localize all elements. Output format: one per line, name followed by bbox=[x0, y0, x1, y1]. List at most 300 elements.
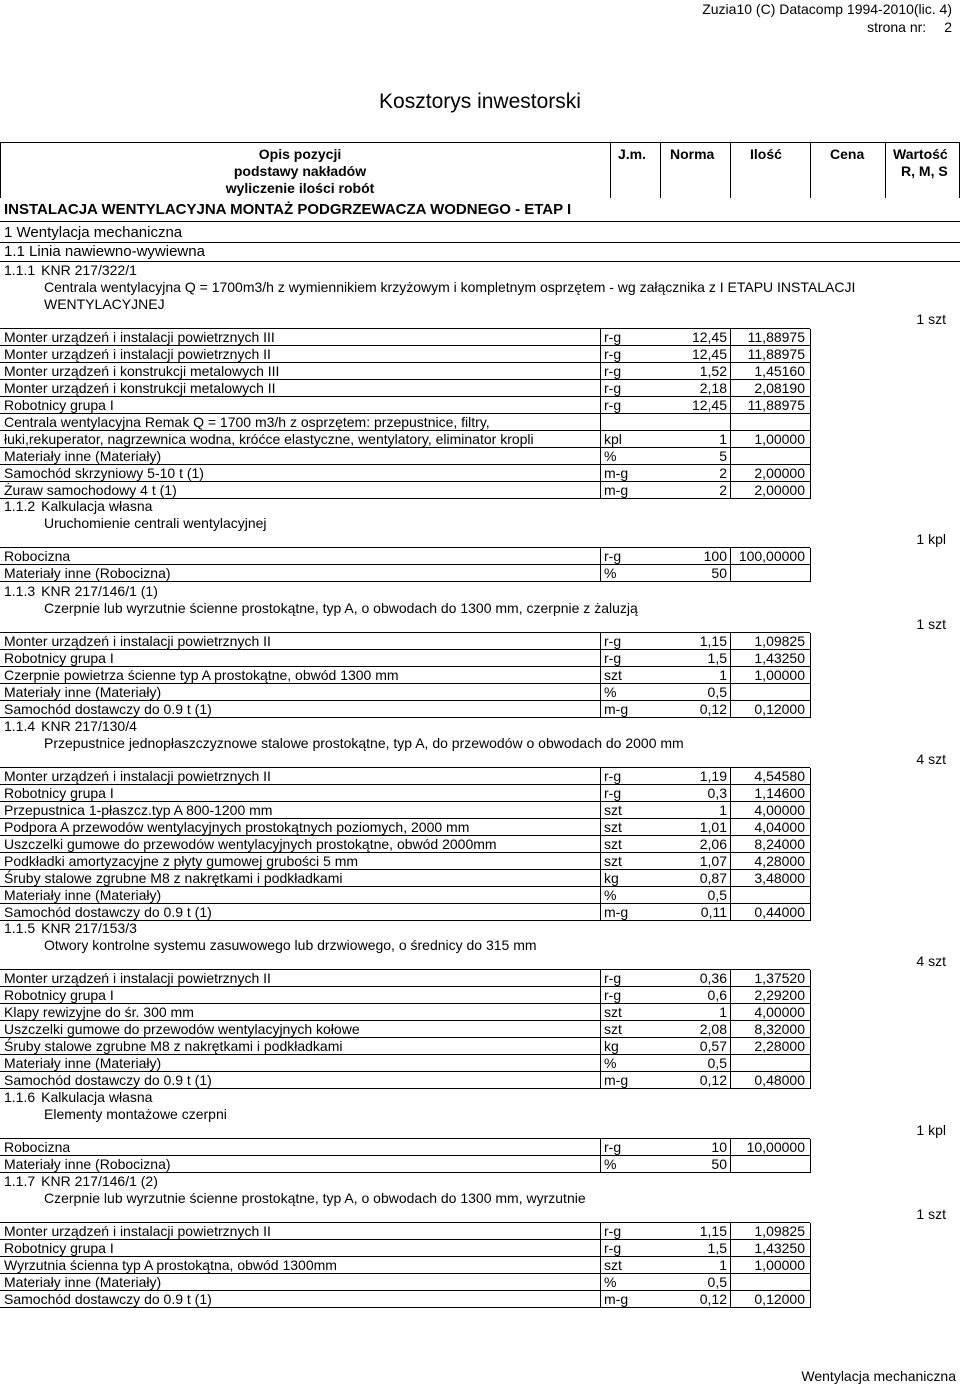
row-norm: 0,5 bbox=[707, 1055, 727, 1071]
cell-divider bbox=[600, 1274, 601, 1291]
row-amount: 1,45160 bbox=[754, 363, 805, 379]
row-name: Klapy rewizyjne do śr. 300 mm bbox=[4, 1004, 194, 1020]
row-unit: szt bbox=[604, 819, 622, 835]
row-name: Przepustnica 1-płaszcz.typ A 800-1200 mm bbox=[4, 802, 273, 818]
position-number-line bbox=[4, 1089, 152, 1106]
cell-divider bbox=[600, 853, 601, 870]
cell-divider bbox=[730, 1274, 731, 1291]
cell-divider bbox=[810, 380, 811, 397]
page-header bbox=[702, 0, 952, 36]
row-name: Monter urządzeń i instalacji powietrznych II bbox=[4, 768, 271, 784]
row-unit: m-g bbox=[604, 904, 629, 920]
row-amount: 1,09825 bbox=[754, 1223, 805, 1239]
cell-divider bbox=[810, 970, 811, 987]
row-name: Podpora A przewodów wentylacyjnych prostokątnych poziomych, 2000 mm bbox=[4, 819, 470, 835]
position-number: 1.1.1 bbox=[4, 262, 36, 278]
row-name: Monter urządzeń i konstrukcji metalowych II bbox=[4, 380, 276, 396]
col-divider bbox=[810, 142, 811, 198]
cell-divider bbox=[730, 701, 731, 718]
position-quantity: 1 szt bbox=[916, 311, 946, 327]
row-name: Robocizna bbox=[4, 1139, 71, 1155]
table-row bbox=[0, 1038, 960, 1055]
cell-divider bbox=[730, 1257, 731, 1274]
row-unit: % bbox=[604, 1274, 617, 1290]
cell-divider bbox=[810, 802, 811, 819]
cell-divider bbox=[730, 633, 731, 650]
cell-divider bbox=[600, 802, 601, 819]
cell-divider bbox=[600, 836, 601, 853]
position-number-line bbox=[4, 1173, 158, 1190]
table-row bbox=[0, 548, 960, 565]
cell-divider bbox=[600, 329, 601, 346]
cell-divider bbox=[730, 836, 731, 853]
cell-divider bbox=[730, 970, 731, 987]
col-opis bbox=[170, 146, 430, 197]
row-norm: 2,18 bbox=[699, 380, 727, 396]
position-header bbox=[4, 583, 638, 616]
position-code: KNR 217/146/1 (1) bbox=[41, 583, 158, 599]
row-norm: 50 bbox=[711, 1156, 727, 1172]
col-wartosc-line1: Wartość bbox=[893, 146, 948, 162]
table-row bbox=[0, 431, 960, 448]
table-row bbox=[0, 701, 960, 718]
row-norm: 2,06 bbox=[699, 836, 727, 852]
row-unit: m-g bbox=[604, 1291, 629, 1307]
row-unit: szt bbox=[604, 853, 622, 869]
row-name: Śruby stalowe zgrubne M8 z nakrętkami i podkładkami bbox=[4, 1038, 343, 1054]
cell-divider bbox=[810, 768, 811, 785]
row-norm: 1,15 bbox=[699, 1223, 727, 1239]
table-row bbox=[0, 667, 960, 684]
cell-divider bbox=[810, 397, 811, 414]
cell-divider bbox=[730, 684, 731, 701]
position-number: 1.1.7 bbox=[4, 1173, 36, 1189]
row-unit: % bbox=[604, 1156, 617, 1172]
row-unit: m-g bbox=[604, 482, 629, 498]
col-opis-line3: wyliczenie ilości robót bbox=[225, 180, 375, 196]
cell-divider bbox=[730, 904, 731, 921]
row-name: Uszczelki gumowe do przewodów wentylacyjnych prostokątne, obwód 2000mm bbox=[4, 836, 497, 852]
row-name: Monter urządzeń i instalacji powietrznych II bbox=[4, 970, 271, 986]
cell-divider bbox=[730, 1291, 731, 1308]
row-name: Robotnicy grupa I bbox=[4, 987, 114, 1003]
table-row bbox=[0, 970, 960, 987]
row-amount: 0,12000 bbox=[754, 1291, 805, 1307]
cell-divider bbox=[810, 1257, 811, 1274]
position-quantity: 1 szt bbox=[916, 616, 946, 632]
cell-divider bbox=[600, 887, 601, 904]
row-norm: 0,87 bbox=[699, 870, 727, 886]
row-amount: 1,43250 bbox=[754, 650, 805, 666]
table-row bbox=[0, 414, 960, 431]
row-unit: kg bbox=[604, 870, 619, 886]
cell-divider bbox=[600, 1021, 601, 1038]
row-amount: 4,54580 bbox=[754, 768, 805, 784]
cell-divider bbox=[810, 329, 811, 346]
cell-divider bbox=[730, 431, 731, 448]
cell-divider bbox=[600, 701, 601, 718]
row-norm: 0,36 bbox=[699, 970, 727, 986]
row-name: Samochód dostawczy do 0.9 t (1) bbox=[4, 1291, 212, 1307]
row-amount: 8,32000 bbox=[754, 1021, 805, 1037]
row-name: Materiały inne (Robocizna) bbox=[4, 565, 171, 581]
table-row bbox=[0, 1021, 960, 1038]
table-row bbox=[0, 1223, 960, 1240]
section-title: INSTALACJA WENTYLACYJNA MONTAŻ PODGRZEWACZA WODNEGO - ETAP I bbox=[4, 201, 572, 218]
table-row bbox=[0, 904, 960, 921]
cell-divider bbox=[730, 1021, 731, 1038]
cell-divider bbox=[600, 397, 601, 414]
cell-divider bbox=[600, 565, 601, 582]
table-row bbox=[0, 1257, 960, 1274]
cell-divider bbox=[600, 1291, 601, 1308]
position-quantity: 1 szt bbox=[916, 1206, 946, 1222]
row-amount: 1,14600 bbox=[754, 785, 805, 801]
cell-divider bbox=[600, 448, 601, 465]
position-header bbox=[4, 1173, 586, 1206]
row-unit: szt bbox=[604, 667, 622, 683]
position-number: 1.1.3 bbox=[4, 583, 36, 599]
cell-divider bbox=[730, 329, 731, 346]
row-unit: r-g bbox=[604, 1223, 622, 1239]
cell-divider bbox=[730, 414, 731, 431]
table-row bbox=[0, 853, 960, 870]
position-code: Kalkulacja własna bbox=[41, 498, 153, 514]
table-row bbox=[0, 887, 960, 904]
position-number-line bbox=[4, 718, 137, 735]
cell-divider bbox=[730, 1004, 731, 1021]
row-norm: 0,5 bbox=[707, 684, 727, 700]
position-header bbox=[4, 1089, 227, 1122]
table-row bbox=[0, 633, 960, 650]
cell-divider bbox=[810, 363, 811, 380]
cell-divider bbox=[730, 1038, 731, 1055]
row-name: Materiały inne (Robocizna) bbox=[4, 1156, 171, 1172]
table-row bbox=[0, 397, 960, 414]
row-amount: 1,43250 bbox=[754, 1240, 805, 1256]
cell-divider bbox=[730, 1139, 731, 1156]
cell-divider bbox=[600, 1240, 601, 1257]
table-row bbox=[0, 650, 960, 667]
cell-divider bbox=[730, 887, 731, 904]
table-row bbox=[0, 802, 960, 819]
row-unit: r-g bbox=[604, 970, 622, 986]
row-amount: 4,00000 bbox=[754, 802, 805, 818]
cell-divider bbox=[730, 1223, 731, 1240]
row-norm: 1,5 bbox=[707, 650, 727, 666]
position-code: Kalkulacja własna bbox=[41, 1089, 153, 1105]
row-norm: 0,12 bbox=[699, 701, 727, 717]
row-norm: 0,6 bbox=[707, 987, 727, 1003]
row-amount: 2,29200 bbox=[754, 987, 805, 1003]
row-norm: 1,5 bbox=[707, 1240, 727, 1256]
cell-divider bbox=[810, 904, 811, 921]
position-description: Centrala wentylacyjna Q = 1700m3/h z wymiennikiem krzyżowym i kompletnym osprzętem - wg załącznika z I ETAPU INSTALACJI WENTYLACYJNEJ bbox=[44, 279, 856, 312]
cell-divider bbox=[810, 1021, 811, 1038]
row-unit: szt bbox=[604, 802, 622, 818]
cell-divider bbox=[810, 633, 811, 650]
row-unit: r-g bbox=[604, 633, 622, 649]
row-name: Monter urządzeń i instalacji powietrznych II bbox=[4, 346, 271, 362]
position-number-line bbox=[4, 583, 158, 600]
position-description: Czerpnie lub wyrzutnie ścienne prostokątne, typ A, o obwodach do 1300 mm, czerpnie z żaluzją bbox=[44, 600, 638, 616]
page-label: strona nr: bbox=[867, 19, 927, 35]
table-row bbox=[0, 448, 960, 465]
row-norm: 1,52 bbox=[699, 363, 727, 379]
row-amount: 0,44000 bbox=[754, 904, 805, 920]
table-row bbox=[0, 329, 960, 346]
cell-divider bbox=[810, 819, 811, 836]
position-code: KNR 217/146/1 (2) bbox=[41, 1173, 158, 1189]
cell-divider bbox=[600, 1072, 601, 1089]
table-row bbox=[0, 1072, 960, 1089]
cell-divider bbox=[600, 785, 601, 802]
cell-divider bbox=[600, 380, 601, 397]
row-name: Śruby stalowe zgrubne M8 z nakrętkami i podkładkami bbox=[4, 870, 343, 886]
row-name: Samochód dostawczy do 0.9 t (1) bbox=[4, 701, 212, 717]
row-norm: 10 bbox=[711, 1139, 727, 1155]
row-amount: 4,00000 bbox=[754, 1004, 805, 1020]
table-row bbox=[0, 870, 960, 887]
row-name: Czerpnie powietrza ścienne typ A prostokątne, obwód 1300 mm bbox=[4, 667, 399, 683]
cell-divider bbox=[810, 1004, 811, 1021]
cell-divider bbox=[810, 1139, 811, 1156]
row-unit: r-g bbox=[604, 650, 622, 666]
position-number-line bbox=[4, 920, 137, 937]
row-name: Centrala wentylacyjna Remak Q = 1700 m3/h z osprzętem: przepustnice, filtry, bbox=[4, 414, 490, 430]
row-unit: m-g bbox=[604, 701, 629, 717]
row-unit: r-g bbox=[604, 329, 622, 345]
row-unit: % bbox=[604, 684, 617, 700]
row-amount: 4,04000 bbox=[754, 819, 805, 835]
col-norma: Norma bbox=[670, 146, 715, 162]
cell-divider bbox=[600, 1004, 601, 1021]
row-name: Robotnicy grupa I bbox=[4, 397, 114, 413]
cell-divider bbox=[730, 853, 731, 870]
position-code: KNR 217/322/1 bbox=[41, 262, 137, 278]
cell-divider bbox=[810, 836, 811, 853]
cell-divider bbox=[600, 987, 601, 1004]
row-amount: 1,00000 bbox=[754, 1257, 805, 1273]
row-name: Podkładki amortyzacyjne z płyty gumowej grubości 5 mm bbox=[4, 853, 359, 869]
cell-divider bbox=[730, 987, 731, 1004]
cell-divider bbox=[730, 465, 731, 482]
row-name: Samochód dostawczy do 0.9 t (1) bbox=[4, 904, 212, 920]
position-description: Elementy montażowe czerpni bbox=[44, 1106, 227, 1122]
row-amount: 0,48000 bbox=[754, 1072, 805, 1088]
cell-divider bbox=[810, 1274, 811, 1291]
table-row bbox=[0, 987, 960, 1004]
row-amount: 8,24000 bbox=[754, 836, 805, 852]
position-number-line bbox=[4, 498, 152, 515]
row-unit: szt bbox=[604, 1021, 622, 1037]
cell-divider bbox=[810, 701, 811, 718]
row-amount: 1,09825 bbox=[754, 633, 805, 649]
row-norm: 2 bbox=[719, 482, 727, 498]
col-divider bbox=[660, 142, 661, 198]
row-amount: 2,08190 bbox=[754, 380, 805, 396]
cell-divider bbox=[810, 1223, 811, 1240]
cell-divider bbox=[730, 346, 731, 363]
cell-divider bbox=[730, 802, 731, 819]
cell-divider bbox=[810, 650, 811, 667]
cell-divider bbox=[810, 414, 811, 431]
position-description: Przepustnice jednopłaszczyznowe stalowe prostokątne, typ A, do przewodów o obwodach do 2000 mm bbox=[44, 735, 684, 751]
row-unit: % bbox=[604, 887, 617, 903]
cell-divider bbox=[600, 633, 601, 650]
row-norm: 0,12 bbox=[699, 1291, 727, 1307]
cell-divider bbox=[600, 819, 601, 836]
section-line bbox=[0, 261, 960, 262]
row-unit: % bbox=[604, 1055, 617, 1071]
row-name: Samochód dostawczy do 0.9 t (1) bbox=[4, 1072, 212, 1088]
row-unit: r-g bbox=[604, 380, 622, 396]
row-name: Monter urządzeń i instalacji powietrznych II bbox=[4, 633, 271, 649]
cell-divider bbox=[600, 970, 601, 987]
table-row bbox=[0, 836, 960, 853]
row-norm: 100 bbox=[703, 548, 727, 564]
table-row bbox=[0, 346, 960, 363]
position-description: Otwory kontrolne systemu zasuwowego lub drzwiowego, o średnicy do 315 mm bbox=[44, 937, 537, 953]
cell-divider bbox=[600, 465, 601, 482]
cell-divider bbox=[810, 853, 811, 870]
row-norm: 0,11 bbox=[700, 904, 727, 920]
cell-divider bbox=[810, 667, 811, 684]
row-amount: 1,00000 bbox=[754, 431, 805, 447]
row-norm: 1,15 bbox=[699, 633, 727, 649]
row-unit: r-g bbox=[604, 363, 622, 379]
cell-divider bbox=[730, 785, 731, 802]
cell-divider bbox=[730, 667, 731, 684]
cell-divider bbox=[810, 431, 811, 448]
cell-divider bbox=[730, 1156, 731, 1173]
cell-divider bbox=[730, 380, 731, 397]
row-unit: r-g bbox=[604, 987, 622, 1003]
row-name: Robocizna bbox=[4, 548, 71, 564]
table-row bbox=[0, 565, 960, 582]
cell-divider bbox=[810, 1055, 811, 1072]
row-amount: 11,88975 bbox=[747, 346, 805, 362]
position-header bbox=[4, 262, 856, 312]
row-name: Samochód skrzyniowy 5-10 t (1) bbox=[4, 465, 204, 481]
row-unit: szt bbox=[604, 1257, 622, 1273]
program-info: Zuzia10 (C) Datacomp 1994-2010(lic. 4) bbox=[702, 1, 952, 17]
row-norm: 12,45 bbox=[691, 329, 727, 345]
row-norm: 1 bbox=[719, 1257, 727, 1273]
cell-divider bbox=[810, 465, 811, 482]
row-name: Materiały inne (Materiały) bbox=[4, 1274, 162, 1290]
table-row bbox=[0, 1139, 960, 1156]
row-line bbox=[0, 581, 810, 582]
table-row bbox=[0, 1156, 960, 1173]
table-row bbox=[0, 819, 960, 836]
row-name: Robotnicy grupa I bbox=[4, 1240, 114, 1256]
position-quantity: 4 szt bbox=[916, 751, 946, 767]
cell-divider bbox=[600, 667, 601, 684]
cell-divider bbox=[730, 482, 731, 499]
col-cena: Cena bbox=[830, 146, 865, 162]
page-number: 2 bbox=[944, 19, 952, 35]
position-number: 1.1.5 bbox=[4, 920, 36, 936]
row-name: Materiały inne (Materiały) bbox=[4, 887, 162, 903]
cell-divider bbox=[600, 1156, 601, 1173]
table-row bbox=[0, 465, 960, 482]
table-row bbox=[0, 1240, 960, 1257]
row-amount: 3,48000 bbox=[754, 870, 805, 886]
position-quantity: 4 szt bbox=[916, 953, 946, 969]
cell-divider bbox=[730, 1055, 731, 1072]
cell-divider bbox=[810, 1038, 811, 1055]
position-number: 1.1.2 bbox=[4, 498, 36, 514]
cell-divider bbox=[810, 684, 811, 701]
position-code: KNR 217/130/4 bbox=[41, 718, 137, 734]
col-divider bbox=[0, 142, 1, 198]
cell-divider bbox=[600, 431, 601, 448]
row-norm: 2,08 bbox=[699, 1021, 727, 1037]
cell-divider bbox=[600, 1223, 601, 1240]
position-header bbox=[4, 920, 537, 953]
row-unit: r-g bbox=[604, 397, 622, 413]
row-name: Monter urządzeń i instalacji powietrznych III bbox=[4, 329, 275, 345]
cell-divider bbox=[600, 1038, 601, 1055]
row-name: Monter urządzeń i konstrukcji metalowych III bbox=[4, 363, 280, 379]
footer: Wentylacja mechaniczna bbox=[801, 1368, 956, 1384]
cell-divider bbox=[600, 1055, 601, 1072]
cell-divider bbox=[600, 346, 601, 363]
col-divider bbox=[885, 142, 886, 198]
cell-divider bbox=[600, 548, 601, 565]
cell-divider bbox=[730, 548, 731, 565]
cell-divider bbox=[810, 346, 811, 363]
cell-divider bbox=[810, 448, 811, 465]
row-name: Wyrzutnia ścienna typ A prostokątna, obwód 1300mm bbox=[4, 1257, 337, 1273]
table-row bbox=[0, 785, 960, 802]
section-wentylacja: 1 Wentylacja mechaniczna bbox=[4, 224, 183, 241]
col-wartosc bbox=[893, 146, 948, 180]
row-unit: r-g bbox=[604, 1240, 622, 1256]
cell-divider bbox=[600, 363, 601, 380]
row-unit: m-g bbox=[604, 1072, 629, 1088]
row-name: Robotnicy grupa I bbox=[4, 785, 114, 801]
col-jm: J.m. bbox=[618, 146, 647, 162]
row-norm: 12,45 bbox=[691, 346, 727, 362]
cell-divider bbox=[600, 1139, 601, 1156]
cell-divider bbox=[600, 1257, 601, 1274]
row-norm: 5 bbox=[719, 448, 727, 464]
table-row bbox=[0, 1274, 960, 1291]
cell-divider bbox=[810, 785, 811, 802]
table-row bbox=[0, 363, 960, 380]
cell-divider bbox=[810, 482, 811, 499]
cell-divider bbox=[600, 684, 601, 701]
cell-divider bbox=[730, 768, 731, 785]
cell-divider bbox=[730, 650, 731, 667]
row-norm: 2 bbox=[719, 465, 727, 481]
col-opis-line1: Opis pozycji bbox=[258, 146, 342, 162]
cell-divider bbox=[810, 1240, 811, 1257]
row-amount: 2,00000 bbox=[754, 465, 805, 481]
cell-divider bbox=[600, 768, 601, 785]
row-norm: 1,19 bbox=[699, 768, 727, 784]
position-number-line bbox=[4, 262, 137, 279]
column-header bbox=[0, 142, 960, 198]
position-number: 1.1.6 bbox=[4, 1089, 36, 1105]
row-amount: 10,00000 bbox=[746, 1139, 805, 1155]
row-norm: 0,5 bbox=[707, 1274, 727, 1290]
col-divider bbox=[730, 142, 731, 198]
row-amount: 2,00000 bbox=[754, 482, 805, 498]
row-unit: r-g bbox=[604, 346, 622, 362]
